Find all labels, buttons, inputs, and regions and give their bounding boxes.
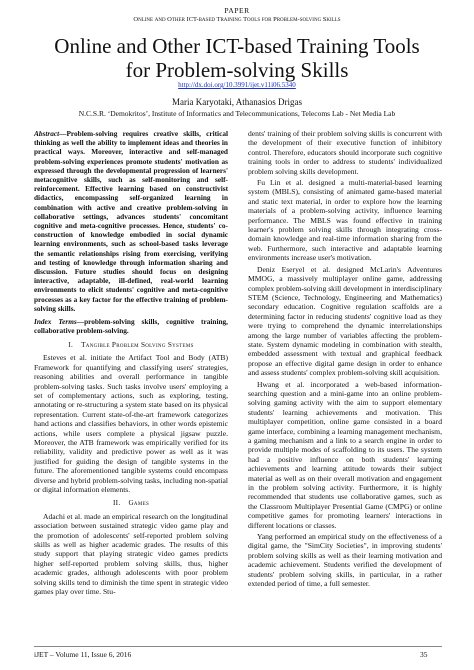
paragraph: Hwang et al. incorporated a web-based information-searching question and a mini-game into an online problem-solving gaming activity with the aim to support elementary students' learning achievements and motivation. This multiplayer competition, online game consisted in a board game interface, combining a learning management mechanism, a gaming mechanism and a link to a search engine in order to provide multiple modes of scaffolding to its users. The system had a positive influence on both students' learning achievements and learning attitude towards their subject material as well as on their overall motivation and engagement in the problem solving activity. Furthermore, it is highly recommended that students use collaborative games, such as the Classroom Multiplayer Presential Game (CMPG) or online competitive games for promoting learners' interactions in different locations or classes. <box>248 379 442 530</box>
section-number: II. <box>112 499 121 508</box>
running-header-title: Online and Other ICT-based Training Tools for Problem-solving Skills <box>133 16 341 23</box>
left-column <box>34 129 228 598</box>
section-number: I. <box>68 340 74 349</box>
author-list: Maria Karyotaki, Athanasios Drigas <box>172 97 302 107</box>
right-column <box>248 129 442 591</box>
abstract-lead: Abstract <box>34 129 60 138</box>
index-terms <box>34 317 228 336</box>
section-heading-1 <box>34 341 228 350</box>
footer-page-number: 35 <box>420 650 428 659</box>
doi-link[interactable]: http://dx.doi.org/10.3991/ijet.v11i06.5340 <box>178 81 296 89</box>
paragraph: Yang performed an empirical study on the effectiveness of a digital game, the "SimCity Societies", in improving students' problem solving skills as well as their learning motivation and academic achievement. Students verified the development of students' problem solving skills, in particular, in a rather extended period of time, a full semester. <box>248 532 442 589</box>
footer-journal: iJET – Volume 11, Issue 6, 2016 <box>34 650 132 659</box>
index-terms-text: —problem-solving skills, cognitive training, collaborative problem-solving. <box>34 317 229 336</box>
affiliation: N.C.S.R. ‘Demokritos’, Institute of Informatics and Telecommunications, Telecoms Lab - Net Media Lab <box>78 109 396 118</box>
paragraph: dents' training of their problem solving skills is concurrent with the development of their executive function of inhibitory control. Therefore, educators should incorporate such cognitive training tools in order to address to students' individualized problem solving skills development. <box>248 129 442 176</box>
paragraph: Esteves et al. initiate the Artifact Tool and Body (ATB) Framework for quantifying and classifying users' strategies, reasoning abilities and overall performance in tangible problem-solving tasks. Such tasks involve users' employing a set of complementary actions, such as exploring, testing, annotating or re-structuring a system state based on its physical representation. Current state-of-the-art framework categorizes hand actions and classifies behaviors, in other words epistemic actions, while users complete a physical jigsaw puzzle. Moreover, the ATB framework was empirically verified for its reliability, validity and predictive power as well as it was justified for guiding the design of tangible systems in the future. The aforementioned tangible systems could encompass diverse and hybrid problem-solving tasks, including non-spatial or digital information elements. <box>34 353 228 494</box>
paragraph: Fu Lin et al. designed a multi-material-based learning system (MBLS), consisting of animated game-based material and static text material, in order to explore how the learning materials of a problem-solving activity, influence learning performance. The MBLS was found effective in training learner's problem solving skills through integrating cross-domain knowledge and real-time information sharing from the web. Furthermore, such interactive and adaptable learning environments increase user's motivation. <box>248 178 442 263</box>
section-title: Tangible Problem Solving Systems <box>81 340 194 349</box>
paper-title: Online and Other ICT-based Training Tools for Problem-solving Skills <box>54 34 420 82</box>
paragraph: Adachi et al. made an empirical research on the longitudinal association between sustained strategic video game play and the promotion of adolescents' self-reported problem solving skills as well as higher academic grades. The results of this study support that playing strategic video games predicts higher self-reported problem solving skills, thus, higher academic grades, although adolescents with poor problem solving skills tend to diminish the time spent in strategic video games play over time. Stu- <box>34 511 228 597</box>
index-terms-lead: Index Terms <box>34 317 77 327</box>
abstract-text: —Problem-solving requires creative skills, critical thinking as well the ability to implement ideas and theories in practical ways. Moreover, interactive and self-managed problem-solving experiences promote students' motivation as expressed through the developmental progression of learners' metacognitive skills, such as self-monitoring and self-reinforcement. Effective learning based on constructivist didactics, encompassing self-organized learning in combination with active and creative problem-solving in collaborative settings, advances students' concomitant cognitive and meta-cognitive processes. Hence, students' co-construction of knowledge embodied in social dynamic learning environments, such as school-based tasks leverage the semantic relationships rising from exercising, verifying and testing of knowledge through information sharing and discussion. Future studies should focus on designing interactive, adaptable, ill-defined, real-world learning environments to elicit students' cognitive and meta-cognitive processes as a key factor for the effective training of problem-solving skills. <box>34 129 228 313</box>
abstract <box>34 129 228 313</box>
section-heading-2 <box>34 499 228 508</box>
section-title: Games <box>128 499 150 508</box>
running-header-label: PAPER <box>224 6 250 15</box>
footer-rule <box>34 646 442 647</box>
paragraph: Deniz Eseryel et al. designed McLarin's Adventures MMOG, a massively multiplayer online game, addressing complex problem-solving skill development in interdisciplinary STEM (Science, Technology, Engineering and Mathematics) secondary education. Cognitive regulation scaffolds are a determining factor in reducing students' cognitive load as they were trying to comprehend the dynamic interrelationships among the large number of variables affecting the problem-state. System dynamic modeling in combination with stealth, embedded assessment with textual and graphical feedback propose an effective digital game design in order to enhance and assess students' complex problem-solving skill acquisition. <box>248 264 442 378</box>
